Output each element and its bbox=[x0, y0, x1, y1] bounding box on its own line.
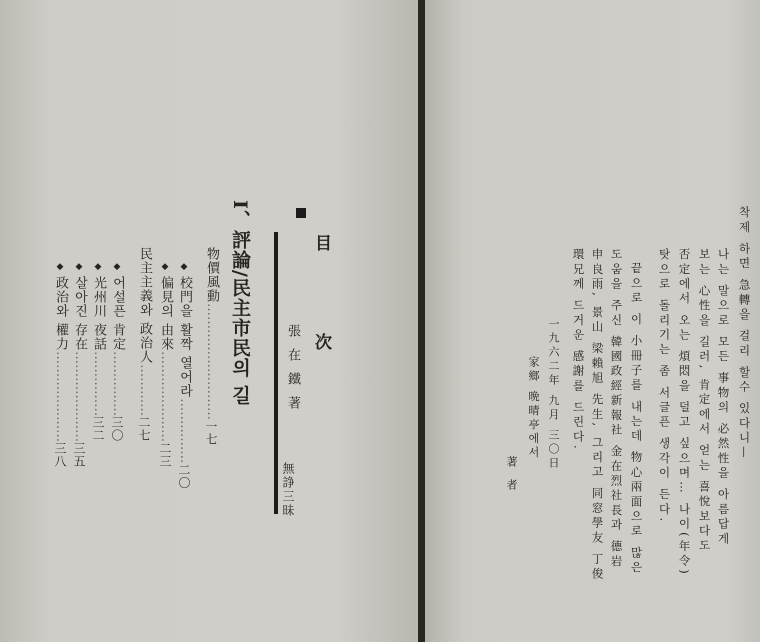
heading-square-marker bbox=[296, 208, 306, 218]
toc-entry bbox=[73, 262, 86, 468]
entry-page: 一七 bbox=[204, 420, 218, 446]
entry-page: 三〇 bbox=[110, 416, 124, 443]
preface-line: 착제 하면 急轉을 걸리 할수 있다니— bbox=[737, 206, 752, 461]
toc-heading: 目 次 bbox=[311, 234, 331, 388]
entry-page: 二七 bbox=[137, 416, 151, 443]
section-number: I、 bbox=[229, 200, 251, 230]
toc-entry bbox=[92, 262, 105, 442]
entry-title: 民主主義와 政治人 bbox=[137, 247, 152, 365]
toc-entry bbox=[159, 262, 172, 468]
toc-pen-name: 無諍三昧 bbox=[281, 462, 295, 518]
entry-title: 光州川 夜話 bbox=[91, 276, 106, 352]
entry-page: 三五 bbox=[72, 442, 86, 469]
diamond-bullet-icon: ◆ bbox=[112, 262, 122, 273]
entry-title: 政治와 權力 bbox=[53, 276, 68, 352]
entry-title: 校門을 활짝 열어라 bbox=[177, 276, 192, 399]
diamond-bullet-icon: ◆ bbox=[74, 262, 84, 273]
preface-line: 도움을 주신 韓國政經新報社 金在烈社長과 德岩 bbox=[609, 248, 624, 570]
toc-entry bbox=[178, 262, 191, 489]
leader-dots: …………… bbox=[177, 398, 192, 464]
preface-line: 否定에서 오는 煩悶을 덜고 싶으며… 나이(年令) bbox=[677, 248, 692, 577]
entry-page: 三二 bbox=[91, 416, 105, 443]
diamond-bullet-icon: ◆ bbox=[160, 262, 170, 273]
entry-title: 物價風動 bbox=[204, 247, 219, 303]
section-title-text: 評論/民主市民의 길 bbox=[229, 229, 251, 406]
diamond-bullet-icon: ◆ bbox=[93, 262, 103, 273]
toc-entry bbox=[54, 262, 67, 468]
preface-location: 家鄉 晩晴亭에서 bbox=[527, 356, 540, 461]
vertical-rule bbox=[274, 232, 278, 514]
toc-entry bbox=[205, 244, 218, 446]
diamond-bullet-icon: ◆ bbox=[55, 262, 65, 273]
leader-dots: ………… bbox=[137, 364, 152, 417]
leader-dots: …………… bbox=[91, 351, 106, 417]
preface-line: 탓으로 돌리기는 좀 서글픈 생각이 든다. bbox=[657, 248, 672, 525]
preface-line: 環兄께 드거운 感謝를 드린다. bbox=[571, 248, 586, 452]
leader-dots: ………………… bbox=[53, 351, 68, 443]
entry-title: 살아진 存在 bbox=[72, 276, 87, 352]
entry-page: 二〇 bbox=[177, 463, 191, 490]
entry-page: 三八 bbox=[53, 442, 67, 469]
leader-dots: …………… bbox=[110, 351, 125, 417]
leader-dots: ……………………… bbox=[204, 303, 219, 420]
entry-page: 二三 bbox=[158, 442, 172, 469]
entry-title: 어설픈 肯定 bbox=[110, 276, 125, 352]
diamond-bullet-icon: ◆ bbox=[179, 262, 189, 273]
preface-date: 一九六二年 九月 三〇日 bbox=[547, 318, 560, 471]
entry-title: 偏見의 由來 bbox=[158, 276, 173, 352]
preface-line: 申良雨, 景山 梁賴旭 先生, 그리고 同窓學友 丁俊 bbox=[590, 248, 605, 583]
leader-dots: ………………… bbox=[158, 351, 173, 443]
section-title bbox=[230, 200, 249, 405]
preface-line: 나는 말으로 모든 事物의 必然性을 아름답게 bbox=[716, 248, 731, 547]
book-gutter bbox=[418, 0, 425, 642]
preface-signature: 著者 bbox=[505, 456, 518, 502]
leader-dots: ………………… bbox=[72, 351, 87, 443]
preface-line: 보는 心性을 길러, 肯定에서 얻는 喜悅보다도 bbox=[697, 248, 712, 554]
toc-author: 張在鐵著 bbox=[285, 324, 300, 420]
toc-entry bbox=[138, 244, 151, 442]
toc-entry bbox=[111, 262, 124, 442]
preface-line: 끝으로 이 小冊子를 내는데 物心兩面으로 많은 bbox=[629, 262, 644, 576]
